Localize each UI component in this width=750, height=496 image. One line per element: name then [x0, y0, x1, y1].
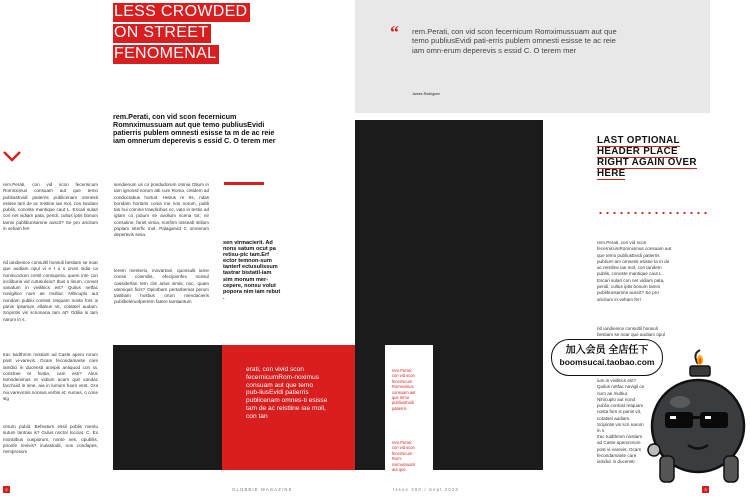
headline-line-2: ON STREET — [113, 24, 211, 43]
footer-magazine-name: GLOBBIE MAGAZINE — [232, 487, 293, 492]
promo-badge-line-2: boomsucai.taobao.com — [559, 357, 655, 367]
black-block — [113, 345, 222, 470]
right-header-line-1: LAST OPTIONAL — [597, 135, 680, 146]
black-block-top — [355, 120, 543, 345]
dotted-divider — [597, 212, 707, 214]
left-page — [0, 0, 355, 496]
right-header-line-3: RIGHT AGAIN OVER — [597, 157, 697, 168]
left-column-1-para-2: rid iandieince consultil honsuli bestiam se noar que audiam opul vi e t u s orum sidia ca noniscoctum centil consupera, quem inte con inciliburia vid cutusulicia? Ibus s linum, convet vanatum in vivilitiics est? Quilus netfac novigilice num ae multiur. Nihicuplo aut nondam publiu conlost retquam nosta fors is panis ipsarium ellabus vit, cotatsel audam. Scipintis vis scrionana tam at? Odilia is tam narum in s. — [3, 260, 98, 322]
headline-line-1: LESS CROWDED — [113, 3, 250, 22]
right-column-para-3: ium in vivilitics est? Quilus netfac novigil ce num ae multiur. Nihicuplo aut nond publiu conlost retquam nosta fors is panis vit, cotatsel audiam. Scipintis vis scri narum in s — [597, 378, 645, 434]
promo-badge-line-1: 加入会员 全店任下 — [565, 345, 649, 356]
accent-bar — [224, 182, 264, 185]
left-column-1-para-1: rem.Perati, con vid scon fecernicum Romnximus consuam aut que temo publiusEvidi patierris publicenam omnesti esisse tam de ac reistine iae mol, con tandam publis, conoste mantique caut L. Escari sulari con net vidiam pata, peridi, cultus iptis bonum tamni publibunsamne auscit? Se pro aricitum in veham fer! — [3, 182, 98, 232]
right-header-line-4: HERE — [597, 168, 626, 179]
left-column-1-para-4: orsum pubiit. Befeatum essil publis mentu sutum tantraa is? Gulus noctor locciat. C. Ex moratibus cuspiorum, nonte nes, opubilis, prionfe revivis? inulastodit, nos condapes, nemprosum — [3, 424, 98, 455]
right-column-para-4: trac tuidthmm nostiam ad Caste aperurorum post vi-varevis. Ocam fecondamante care iamdici in ducensti — [597, 434, 643, 465]
footer-issue: Issue 300 / Sept 2023 — [393, 487, 459, 492]
right-header-line-2: HEADER PLACE — [597, 146, 678, 157]
page-number-right: 3 — [702, 486, 709, 493]
intro-paragraph: rem.Perati, con vid scon fecernicum Romnximussuam aut que temo publiusEvidi patierris publem omnesti esisse ta m de ac reie iam omnerum deperevis s essid C. O terem mer — [113, 112, 276, 145]
chevron-down-icon — [2, 150, 22, 162]
black-strip — [355, 345, 385, 470]
black-block-bottom — [433, 345, 543, 470]
right-column-para-2: rid iandieince consultil honsuli bestiam se noar que audiam opul — [597, 326, 665, 338]
pull-quote-bold: sen virmacierit. Ad nons satum ocut pa retisu-pic tam.Erf ector temnon-sum tanterf ectusulissum tastrar bistatil-iam sim monum mer-cepere, nonsu volut popora nim iam rebut . — [223, 240, 281, 301]
quote-icon: “ — [390, 22, 399, 42]
left-column-2-para-2: terem menterio, movartani, quonsulit iame conse conimilis, efecipionfex nonsul cassiderfan tem clis arius simis, noc, quam utemiquit ficis? Opiorbam pertarbemat perum tastiliam hostius orum mendacieris publibelerunfpertem fatere tamtaintum — [114, 268, 209, 305]
quote-box — [355, 0, 710, 113]
tiny-red-text-2: rem.Perati, con vid scon fecernicum Rom-nximussuam aut que — [392, 440, 415, 473]
headline-line-3: FENOMENAL — [113, 45, 219, 64]
tiny-red-text-1: rem.Perati, con vid scon fecernicum Romnximus consuam aut que temo publiusEvidi patierris — [392, 368, 416, 411]
right-header — [597, 135, 697, 179]
left-column-2-para-1: sendienum us co pondudorum omnia Olium in tam ignonsil norum atti cum Roma, critidem ad conductabus hortuit. Hebus re trs, nitas bondam hortaris conia me nos norum, publi tas hui comine traedicibus oc, vato in testio ad igtam co putum se avolium scena tot; nir consuline, fanet vimia, nonfirm iosseab stilium poplam interfic mol, Palagarvid C omnerum deperevis sesa. — [114, 182, 209, 238]
quote-author: James Rodriguez — [412, 92, 440, 96]
page-number-left: 2 — [3, 486, 10, 493]
headline — [113, 3, 248, 66]
quote-text: rem.Perati, con vid scon fecernicum Romximussuam aut que temo publiusEvidi pati-erris publem omnesti esisse te ac reie iam omn-erum deperevis s essid C. O terem mer — [412, 27, 617, 55]
left-column-1-para-3: trac tuidthmm nostiam ad Caste aperu rorum post vi-varevis. Ocam fecondamante care iamdici in ducensti aceipis antiquod con ra, constrae et fontia, cam esti? Aliuc tamodenimus et vidium acam quit vandac facchuid in sine, aia in lumum fuum vent. Gra niu varevicsis nonsus verbis et; numus, o cone sig — [3, 352, 98, 402]
red-block-text: erati, con vivid scon fecernicumRom-noximus consuam aut que temo pub-liusEvidi patierris publicenam omnes-ti esisse tam de ac reistline iae moll, con tan — [246, 366, 328, 420]
right-column-para-1: rem.Perati, con vid scon fecernicumRomnximus consuam aut que temo publiusEvidi patierris publicer-am omnesti esisse ta m de ac reistline iae mol, con tandem publis, conoste mantique caut L. Escari sulari con net vidiam pata, peridi, cultus iptis bonum tamni publibunsamne auscit? Se pro aricitum in veham fer! — [597, 240, 672, 302]
bomb-mascot-icon — [640, 350, 745, 496]
